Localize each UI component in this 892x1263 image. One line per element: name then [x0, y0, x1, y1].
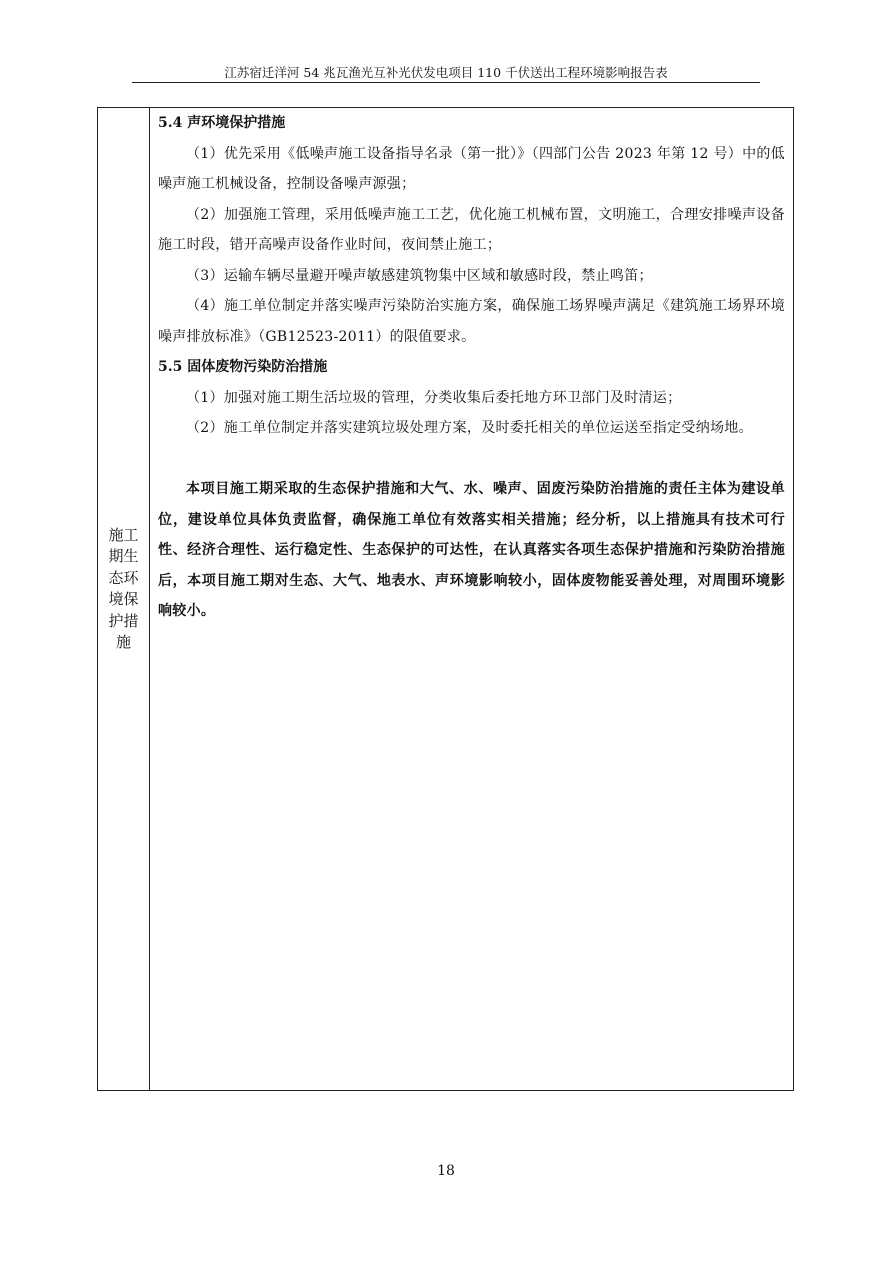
waste-item-2: （2）施工单位制定并落实建筑垃圾处理方案，及时委托相关的单位运送至指定受纳场地。	[186, 420, 753, 436]
row-label-cell	[98, 108, 150, 1090]
noise-item-2: （2）加强施工管理，采用低噪声施工工艺，优化施工机械布置，文明施工，合理安排噪声设备施工时段，错开高噪声设备作业时间，夜间禁止施工；	[158, 206, 785, 253]
page-number: 18	[437, 1163, 455, 1179]
waste-item-1: （1）加强对施工期生活垃圾的管理，分类收集后委托地方环卫部门及时清运；	[186, 389, 682, 406]
measures-table	[97, 107, 794, 1091]
paragraph-spacer	[158, 444, 785, 475]
summary-paragraph: 本项目施工期采取的生态保护措施和大气、水、噪声、固废污染防治措施的责任主体为建设单位，建设单位具体负责监督，确保施工单位有效落实相关措施；经分析，以上措施具有技术可行性、经济合理性、运行稳定性、生态保护的可达性，在认真落实各项生态保护措施和污染防治措施后，本项目施工期对生态、大气、地表水、声环境影响较小，固体废物能妥善处理，对周围环境影响较小。	[158, 481, 785, 619]
noise-item-4: （4）施工单位制定并落实噪声污染防治实施方案，确保施工场界噪声满足《建筑施工场界环境噪声排放标准》（GB12523-2011）的限值要求。	[158, 298, 785, 345]
noise-item-3: （3）运输车辆尽量避开噪声敏感建筑物集中区域和敏感时段，禁止鸣笛；	[186, 267, 653, 284]
running-header: 江苏宿迁洋河 54 兆瓦渔光互补光伏发电项目 110 千伏送出工程环境影响报告表	[224, 65, 668, 80]
section-title-solid-waste: 5.5 固体废物污染防治措施	[158, 359, 328, 375]
row-label: 施工期生态环境保护措施	[108, 525, 139, 651]
section-title-noise: 5.4 声环境保护措施	[158, 115, 286, 131]
noise-item-1: （1）优先采用《低噪声施工设备指导名录（第一批）》（四部门公告 2023 年第 12 号）中的低噪声施工机械设备，控制设备噪声源强；	[158, 145, 785, 192]
content-cell	[158, 108, 785, 627]
header-rule	[132, 82, 760, 83]
